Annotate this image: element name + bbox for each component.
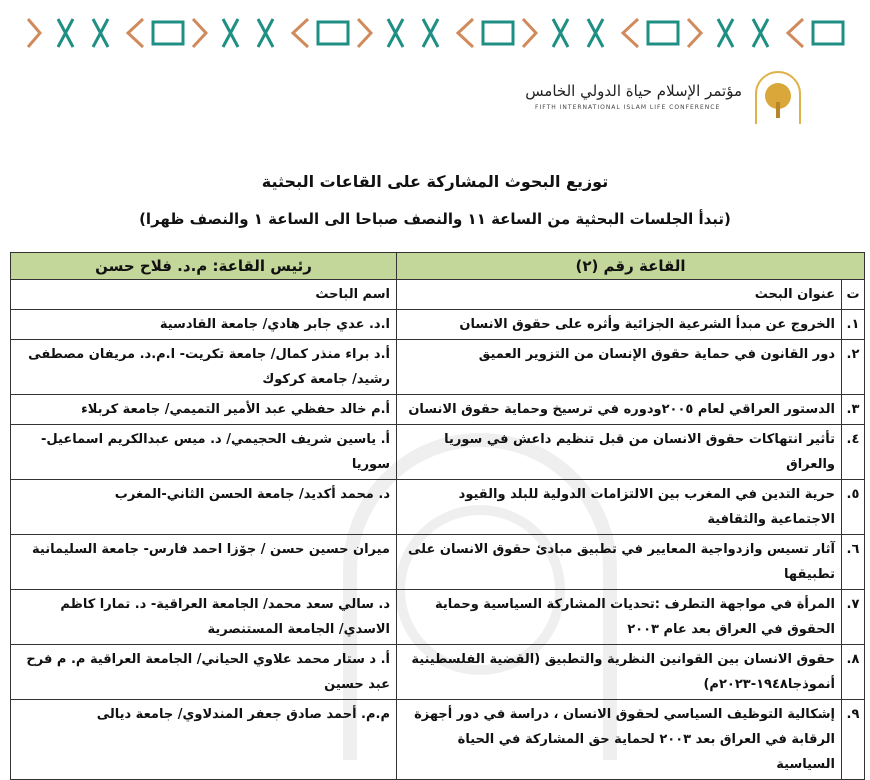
banner-motif [28,19,843,47]
chair-label: رئيس القاعة: م.د. فلاح حسن [11,253,397,280]
researcher-name: أ. د ستار محمد علاوي الحياني/ الجامعة العراقية م. م فرح عبد حسين [11,645,397,700]
table-row [11,645,865,700]
hall-label: القاعة رقم (٢) [397,253,865,280]
sessions-table [10,252,865,780]
table-row [11,310,865,340]
row-number: ١. [842,310,865,340]
col-title-header: عنوان البحث [397,280,842,310]
row-number: ٧. [842,590,865,645]
research-title: حقوق الانسان بين القوانين النظرية والتطبيق (القضية الفلسطينية أنموذجا١٩٤٨-٢٠٢٣م) [397,645,842,700]
research-title: الدستور العراقي لعام ٢٠٠٥ودوره في ترسيخ وحماية حقوق الانسان [397,395,842,425]
researcher-name: ا.د. عدي جابر هادي/ جامعة القادسية [11,310,397,340]
row-number: ٦. [842,535,865,590]
page-subtitle: (تبدأ الجلسات البحثية من الساعة ١١ والنصف صباحا الى الساعة ١ والنصف ظهرا) [139,210,731,228]
table-row [11,425,865,480]
row-number: ٩. [842,700,865,780]
row-number: ٤. [842,425,865,480]
researcher-name: د. سالي سعد محمد/ الجامعة العراقية- د. تمارا كاظم الاسدي/ الجامعة المستنصرية [11,590,397,645]
column-header-row [11,280,865,310]
table-row [11,395,865,425]
researcher-name: د. محمد أكديد/ جامعة الحسن الثاني-المغرب [11,480,397,535]
research-title: إشكالية التوظيف السياسي لحقوق الانسان ، دراسة في دور أجهزة الرقابة في العراق بعد ٢٠٠٣ لحماية حق المشاركة في الحياة السياسية [397,700,842,780]
row-number: ٥. [842,480,865,535]
researcher-name: أ.م خالد حفظي عبد الأمير التميمي/ جامعة كربلاء [11,395,397,425]
decorative-banner [18,14,870,52]
researcher-name: أ. ياسين شريف الحجيمي/ د. ميس عبدالكريم اسماعيل- سوريا [11,425,397,480]
row-number: ٢. [842,340,865,395]
table-header-row [11,253,865,280]
logo-title: مؤتمر الإسلام حياة الدولي الخامس [525,82,742,100]
researcher-name: أ.د براء منذر كمال/ جامعة تكريت- ا.م.د. مريفان مصطفى رشيد/ جامعة كركوك [11,340,397,395]
table-row [11,340,865,395]
researcher-name: م.م. أحمد صادق جعفر المندلاوي/ جامعة ديالى [11,700,397,780]
table-row [11,535,865,590]
table-row [11,700,865,780]
page-title: توزيع البحوث المشاركة على القاعات البحثية [261,172,609,191]
researcher-name: ميران حسين حسن / جۆزا احمد فارس- جامعة السليمانية [11,535,397,590]
col-num-header: ت [842,280,865,310]
col-researcher-header: اسم الباحث [11,280,397,310]
table-row [11,590,865,645]
research-title: تأثير انتهاكات حقوق الانسان من قبل تنظيم داعش في سوريا والعراق [397,425,842,480]
research-title: آثار تسيس وازدواجية المعايير في تطبيق مبادئ حقوق الانسان على تطبيقها [397,535,842,590]
research-title: حرية التدين في المغرب بين الالتزامات الدولية للبلد والقيود الاجتماعية والثقافية [397,480,842,535]
row-number: ٣. [842,395,865,425]
research-title: دور القانون في حماية حقوق الإنسان من التزوير العميق [397,340,842,395]
conference-logo [748,66,808,126]
research-title: المرأة في مواجهة التطرف :تحديات المشاركة السياسية وحماية الحقوق في العراق بعد عام ٢٠٠٣ [397,590,842,645]
table-row [11,480,865,535]
row-number: ٨. [842,645,865,700]
research-title: الخروج عن مبدأ الشرعية الجزائية وأثره على حقوق الانسان [397,310,842,340]
logo-subtitle: FIFTH INTERNATIONAL ISLAM LIFE CONFERENCE [535,104,721,111]
